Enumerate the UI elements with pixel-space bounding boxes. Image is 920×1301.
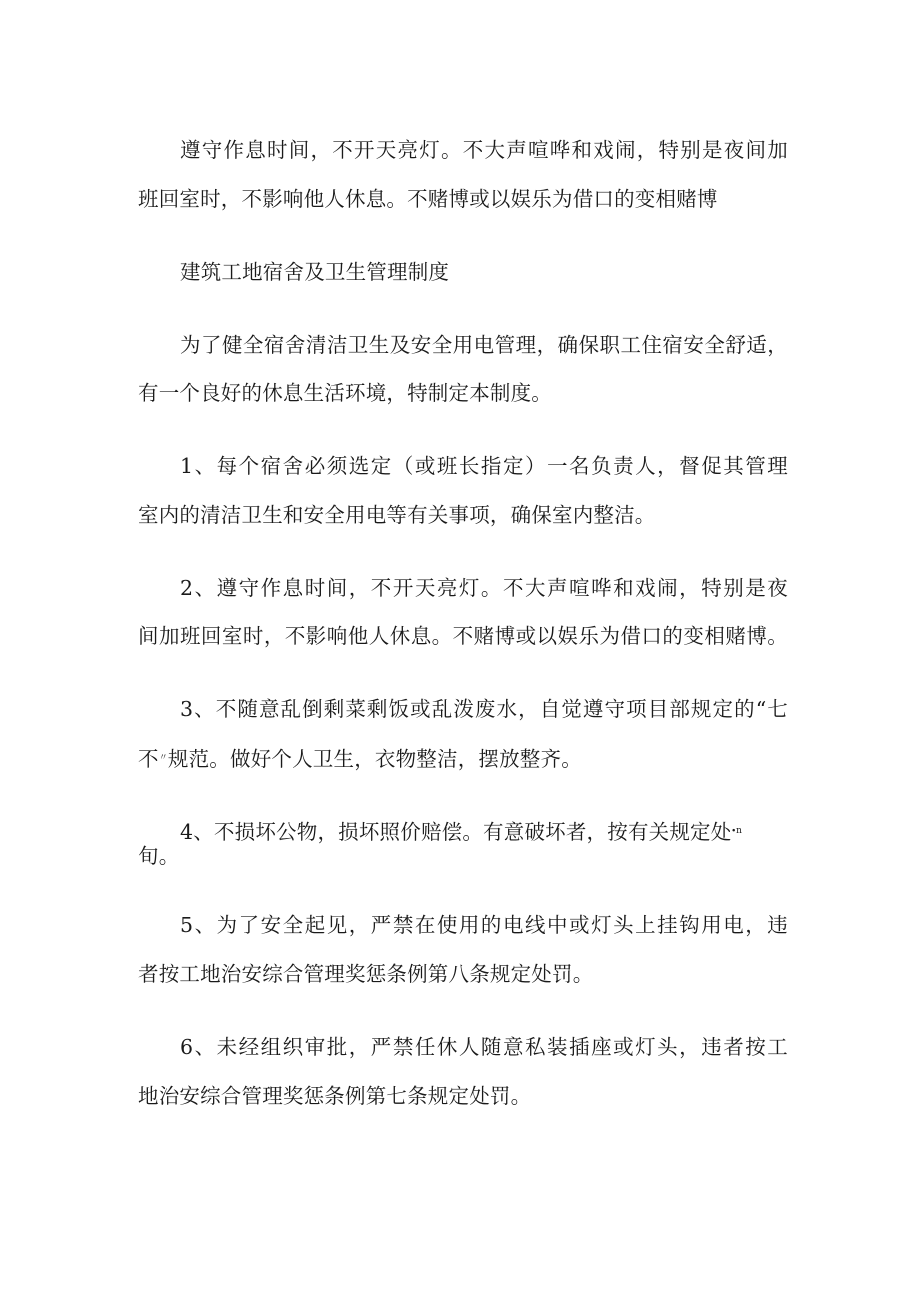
rule-5-line-2: 者按工地治安综合管理奖惩条例第八条规定处罚。 (138, 962, 594, 986)
rule-1-line-2: 室内的清洁卫生和安全用电等有关事项，确保室内整洁。 (138, 503, 656, 527)
rule-6-line-1: 6、未经组织审批，严禁任休人随意私装插座或灯头，违者按工 (180, 1035, 788, 1059)
rule-6-line-2: 地治安综合管理奖惩条例第七条规定处罚。 (138, 1084, 532, 1108)
rule-5-line-1: 5、为了安全起见，严禁在使用的电线中或灯头上挂钩用电，违 (180, 913, 788, 937)
rule-4-line-1-text: 4、不损坏公物，损坏照价赔偿。有意破坏者，按有关规定处 (180, 820, 732, 844)
quote-mark-glyph: 〃 (158, 753, 168, 763)
rule-2-line-1: 2、遵守作息时间，不开天亮灯。不大声喧哗和戏闹，特别是夜 (180, 576, 788, 600)
paragraph-purpose-line-2: 有一个良好的休息生活环境，特制定本制度。 (138, 381, 552, 405)
paragraph-intro-line-2: 班回室时，不影响他人休息。不赌博或以娱乐为借口的变相赌博 (138, 187, 718, 211)
rule-3-line-2-text: 规范。做好个人卫生，衣物整洁，摆放整齐。 (167, 747, 582, 771)
garbled-glyph: ∙n (731, 826, 743, 836)
rule-3-line-2-prefix: 不 (138, 747, 159, 771)
section-title: 建筑工地宿舍及卫生管理制度 (180, 260, 450, 284)
rule-4-line-2: 旬。 (138, 844, 180, 868)
paragraph-intro-line-1: 遵守作息时间，不开天亮灯。不大声喧哗和戏闹，特别是夜间加 (180, 138, 788, 162)
rule-4-line-1 (180, 818, 788, 845)
rule-3-line-2 (138, 745, 788, 772)
paragraph-purpose-line-1: 为了健全宿舍清洁卫生及安全用电管理，确保职工住宿安全舒适， (180, 333, 788, 357)
rule-1-line-1: 1、每个宿舍必须选定（或班长指定）一名负责人，督促其管理 (180, 454, 788, 478)
rule-2-line-2: 间加班回室时，不影响他人休息。不赌博或以娱乐为借口的变相赌博。 (138, 624, 788, 648)
rule-3-line-1: 3、不随意乱倒剩菜剩饭或乱泼废水，自觉遵守项目部规定的“七 (180, 697, 788, 721)
